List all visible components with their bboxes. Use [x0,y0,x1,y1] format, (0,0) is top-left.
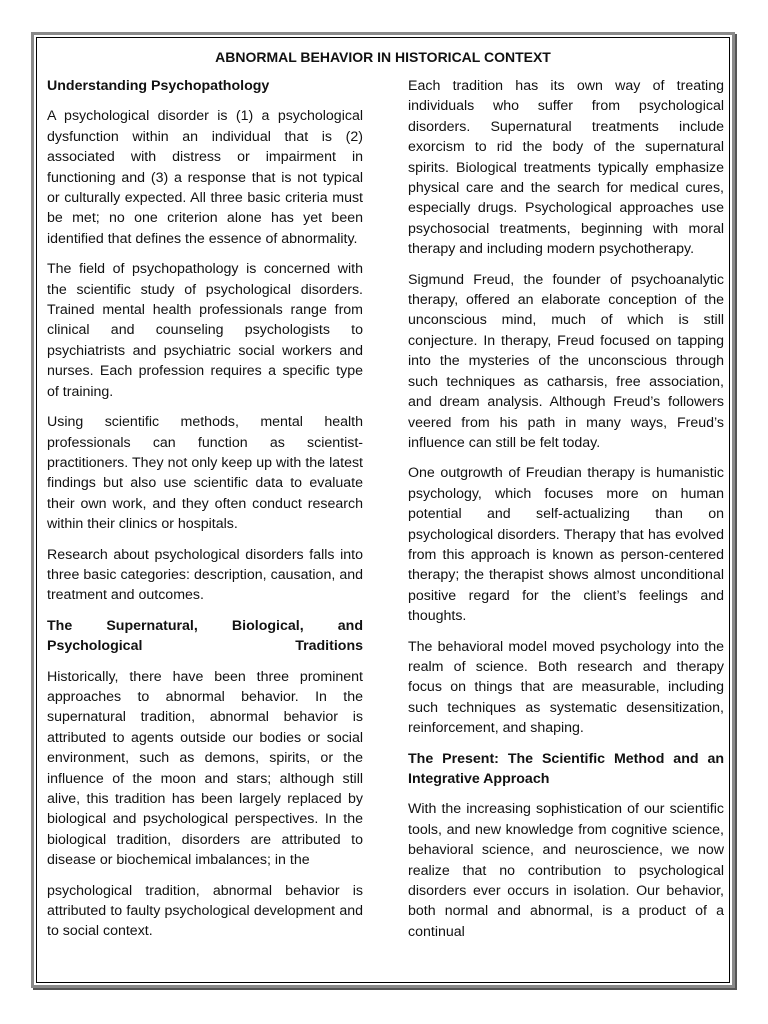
page-inner-border [36,37,730,983]
section-heading-present: The Present: The Scientific Method and an Integrative Approach [408,750,724,787]
paragraph: The field of psychopathology is concerned with the scientific study of psychological disorders. Trained mental health professionals range from clinical and counseling psychologists to psychiatrists and psychiatric social workers and nurses. Each profession requires a specific type of training. [47,261,363,400]
paragraph: A psychological disorder is (1) a psychological dysfunction within an individual that is (2) associated with distress or impairment in functioning and (3) a response that is not typical or culturally expected. All three basic criteria must be met; no one criterion alone has yet been identified that defines the essence of abnormality. [47,108,363,247]
paragraph: The behavioral model moved psychology into the realm of science. Both research and therapy focus on things that are measurable, including such techniques as systematic desensitization, reinforcement, and shaping. [408,638,724,737]
paragraph: Research about psychological disorders falls into three basic categories: description, causation, and treatment and outcomes. [47,546,363,604]
right-column [408,76,724,942]
paragraph: Sigmund Freud, the founder of psychoanalytic therapy, offered an elaborate conception of the unconscious mind, much of which is still conjecture. In therapy, Freud focused on tapping into the mysteries of the unconscious through such techniques as catharsis, free association, and dream analysis. Although Freud’s followers veered from his path in many ways, Freud’s influence can still be felt today. [408,271,724,451]
paragraph: Using scientific methods, mental health professionals can function as scientist-practitioners. They not only keep up with the latest findings but also use scientific data to evaluate their own work, and they often conduct research within their clinics or hospitals. [47,414,363,533]
section-heading-traditions: The Supernatural, Biological, and Psychological Traditions [47,617,363,655]
paragraph: One outgrowth of Freudian therapy is humanistic psychology, which focuses more on human potential and self-actualizing than on psychological disorders. Therapy that has evolved from this approach is known as person-centered therapy; the therapist shows almost unconditional positive regard for the client’s feelings and thoughts. [408,465,724,625]
page-frame [31,32,735,988]
paragraph: Each tradition has its own way of treating individuals who suffer from psychological disorders. Supernatural treatments include exorcism to rid the body of the supernatural spirits. Biological treatments typically emphasize physical care and the search for medical cures, especially drugs. Psychological approaches use psychosocial treatments, beginning with moral therapy and including modern psychotherapy. [408,78,724,258]
paragraph: Historically, there have been three prominent approaches to abnormal behavior. In the supernatural tradition, abnormal behavior is attributed to agents outside our bodies or social environment, such as demons, spirits, or the influence of the moon and stars; although still alive, this tradition has been largely replaced by biological and psychological perspectives. In the biological tradition, disorders are attributed to disease or biochemical imbalances; in the [47,668,363,869]
page-title: ABNORMAL BEHAVIOR IN HISTORICAL CONTEXT [215,49,551,65]
left-column [47,76,363,942]
section-heading-understanding: Understanding Psychopathology [47,78,270,94]
paragraph: psychological tradition, abnormal behavior is attributed to faulty psychological development and to social context. [47,882,363,940]
paragraph: With the increasing sophistication of our scientific tools, and new knowledge from cognitive science, behavioral science, and neuroscience, we now realize that no contribution to psychological disorders ever occurs in isolation. Our behavior, both normal and abnormal, is a product of a continual [408,801,724,940]
